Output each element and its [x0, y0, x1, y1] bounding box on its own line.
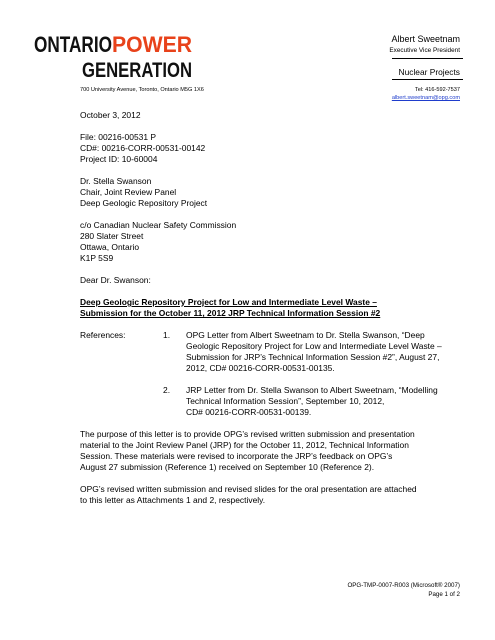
reference-text: [186, 385, 460, 418]
reference-line: 2012, CD# 00216-CORR-00531-00135.: [186, 363, 335, 373]
subject-line: Submission for the October 11, 2012 JRP Technical Information Session #2: [80, 308, 381, 318]
reference-line: Technical Information Session”, September 10, 2012,: [186, 396, 385, 406]
salutation: Dear Dr. Swanson:: [80, 275, 151, 285]
recipient-project: Deep Geologic Repository Project: [80, 198, 208, 208]
subject-line: Deep Geologic Repository Project for Low and Intermediate Level Waste –: [80, 297, 377, 307]
reference-line: OPG Letter from Albert Sweetnam to Dr. Stella Swanson, “Deep: [186, 330, 425, 340]
letter-date: October 3, 2012: [80, 110, 141, 120]
file-number: File: 00216-00531 P: [80, 132, 156, 142]
logo-power-text: POWER: [112, 32, 193, 57]
reference-line: JRP Letter from Dr. Stella Swanson to Albert Sweetnam, “Modelling: [186, 385, 438, 395]
reference-line: Geologic Repository Project for Low and Intermediate Level Waste –: [186, 341, 442, 351]
letter-body: [80, 110, 460, 506]
cd-number: CD#: 00216-CORR-00531-00142: [80, 143, 206, 153]
sender-email-link[interactable]: albert.sweetnam@opg.com: [391, 95, 460, 101]
references-label: References:: [80, 330, 126, 340]
sender-telephone: Tel: 416-592-7537: [414, 87, 460, 93]
opg-logo: [34, 32, 194, 82]
page-number: Page 1 of 2: [428, 591, 460, 598]
references-block: [80, 330, 460, 418]
sender-department: Nuclear Projects: [398, 67, 460, 77]
reference-item: [163, 385, 460, 418]
reference-number: 1.: [163, 330, 171, 340]
paragraph-purpose-line: August 27 submission (Reference 1) received on September 10 (Reference 2).: [80, 462, 375, 472]
address-line: Ottawa, Ontario: [80, 242, 140, 252]
paragraph-purpose-line: material to the Joint Review Panel (JRP) for the October 11, 2012, Technical Information: [80, 440, 409, 450]
page-footer: [347, 581, 460, 599]
recipient-name: Dr. Stella Swanson: [80, 176, 152, 186]
paragraph-attachments-line: OPG’s revised written submission and revised slides for the oral presentation are attached: [80, 484, 417, 494]
header-divider-top: [392, 58, 463, 59]
reference-item: [163, 330, 460, 374]
sender-name: Albert Sweetnam: [391, 34, 460, 44]
sender-address: 700 University Avenue, Toronto, Ontario M5G 1X6: [80, 87, 204, 93]
template-id: OPG-TMP-0007-R003 (Microsoft® 2007): [347, 582, 460, 589]
reference-line: Submission for JRP’s Technical Information Session #2”, August 27,: [186, 352, 440, 362]
references-list: [163, 330, 460, 418]
address-line: K1P 5S9: [80, 253, 114, 263]
address-line: 280 Slater Street: [80, 231, 144, 241]
logo-generation-text: GENERATION: [82, 59, 192, 82]
project-id: Project ID: 10-60004: [80, 154, 158, 164]
address-line: c/o Canadian Nuclear Safety Commission: [80, 220, 237, 230]
opg-logo-graphic: [34, 32, 194, 82]
paragraph-attachments-line: to this letter as Attachments 1 and 2, respectively.: [80, 495, 266, 505]
header-divider-bottom: [392, 79, 463, 80]
logo-ontario-text: ONTARIO: [34, 32, 112, 57]
paragraph-purpose-line: The purpose of this letter is to provide OPG’s revised written submission and presentation: [80, 429, 415, 439]
sender-title: Executive Vice President: [389, 47, 460, 54]
reference-line: CD# 00216-CORR-00531-00139.: [186, 407, 312, 417]
reference-text: [186, 330, 460, 374]
paragraph-purpose-line: Session. These materials were revised to incorporate the JRP’s feedback on OPG’s: [80, 451, 393, 461]
reference-number: 2.: [163, 385, 171, 395]
recipient-title: Chair, Joint Review Panel: [80, 187, 177, 197]
